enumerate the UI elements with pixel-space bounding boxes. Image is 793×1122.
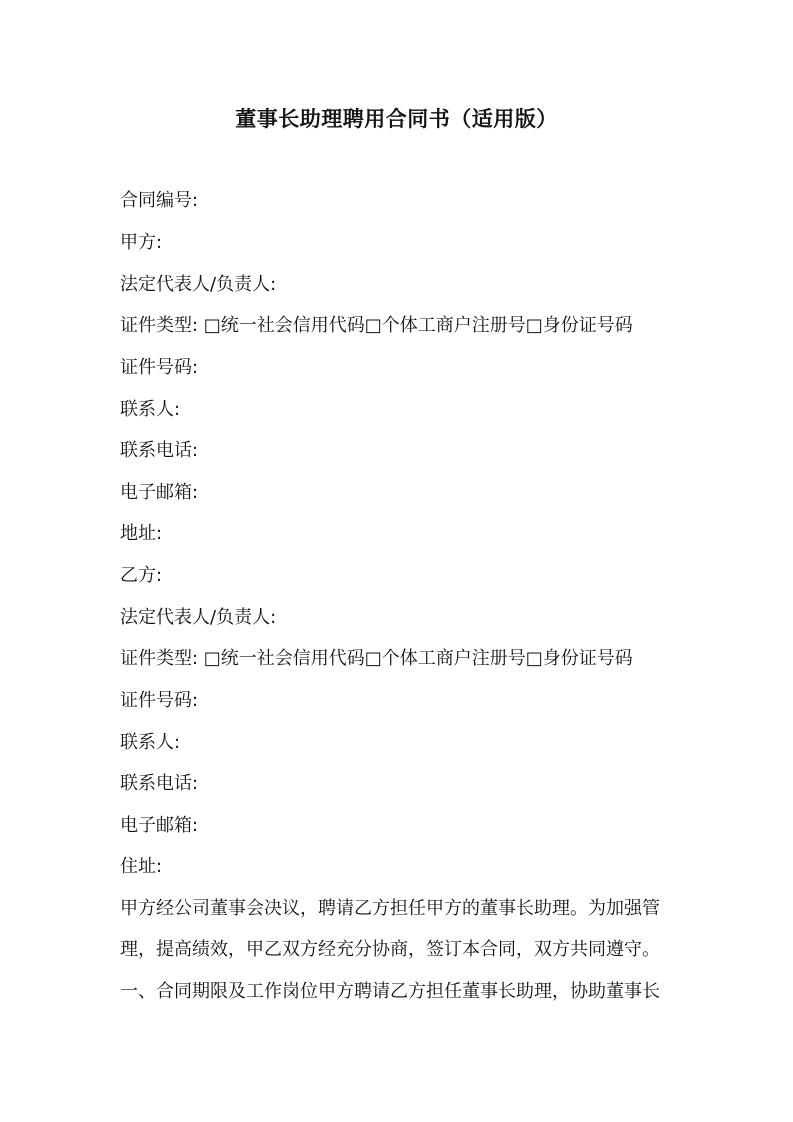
party-b-id-number: 证件号码:	[120, 690, 199, 711]
party-b-legal-representative: 法定代表人/负责人:	[120, 607, 277, 628]
party-a-phone: 联系电话:	[120, 440, 199, 461]
intro-paragraph-line: 理，提高绩效，甲乙双方经充分协商，签订本合同，双方共同遵守。	[120, 939, 660, 960]
party-a-legal-representative: 法定代表人/负责人:	[120, 274, 277, 295]
party-a-address: 地址:	[120, 523, 163, 544]
party-b-phone: 联系电话:	[120, 773, 199, 794]
section-one-line: 一、合同期限及工作岗位甲方聘请乙方担任董事长助理，协助董事长	[120, 981, 660, 1002]
party-b-email: 电子邮箱:	[120, 815, 199, 836]
party-a-contact-person: 联系人:	[120, 399, 181, 420]
document-title: 董事长助理聘用合同书（适用版）	[235, 107, 558, 131]
party-a-label: 甲方:	[120, 232, 163, 253]
party-b-label: 乙方:	[120, 565, 163, 586]
party-a-id-number: 证件号码:	[120, 357, 199, 378]
party-b-id-type: 证件类型: □统一社会信用代码□个体工商户注册号□身份证号码	[120, 648, 633, 669]
party-a-email: 电子邮箱:	[120, 482, 199, 503]
contract-number-field: 合同编号:	[120, 190, 199, 211]
party-b-contact-person: 联系人:	[120, 732, 181, 753]
intro-paragraph-line: 甲方经公司董事会决议，聘请乙方担任甲方的董事长助理。为加强管	[120, 898, 660, 919]
party-b-residence: 住址:	[120, 856, 163, 877]
party-a-id-type: 证件类型: □统一社会信用代码□个体工商户注册号□身份证号码	[120, 315, 633, 336]
